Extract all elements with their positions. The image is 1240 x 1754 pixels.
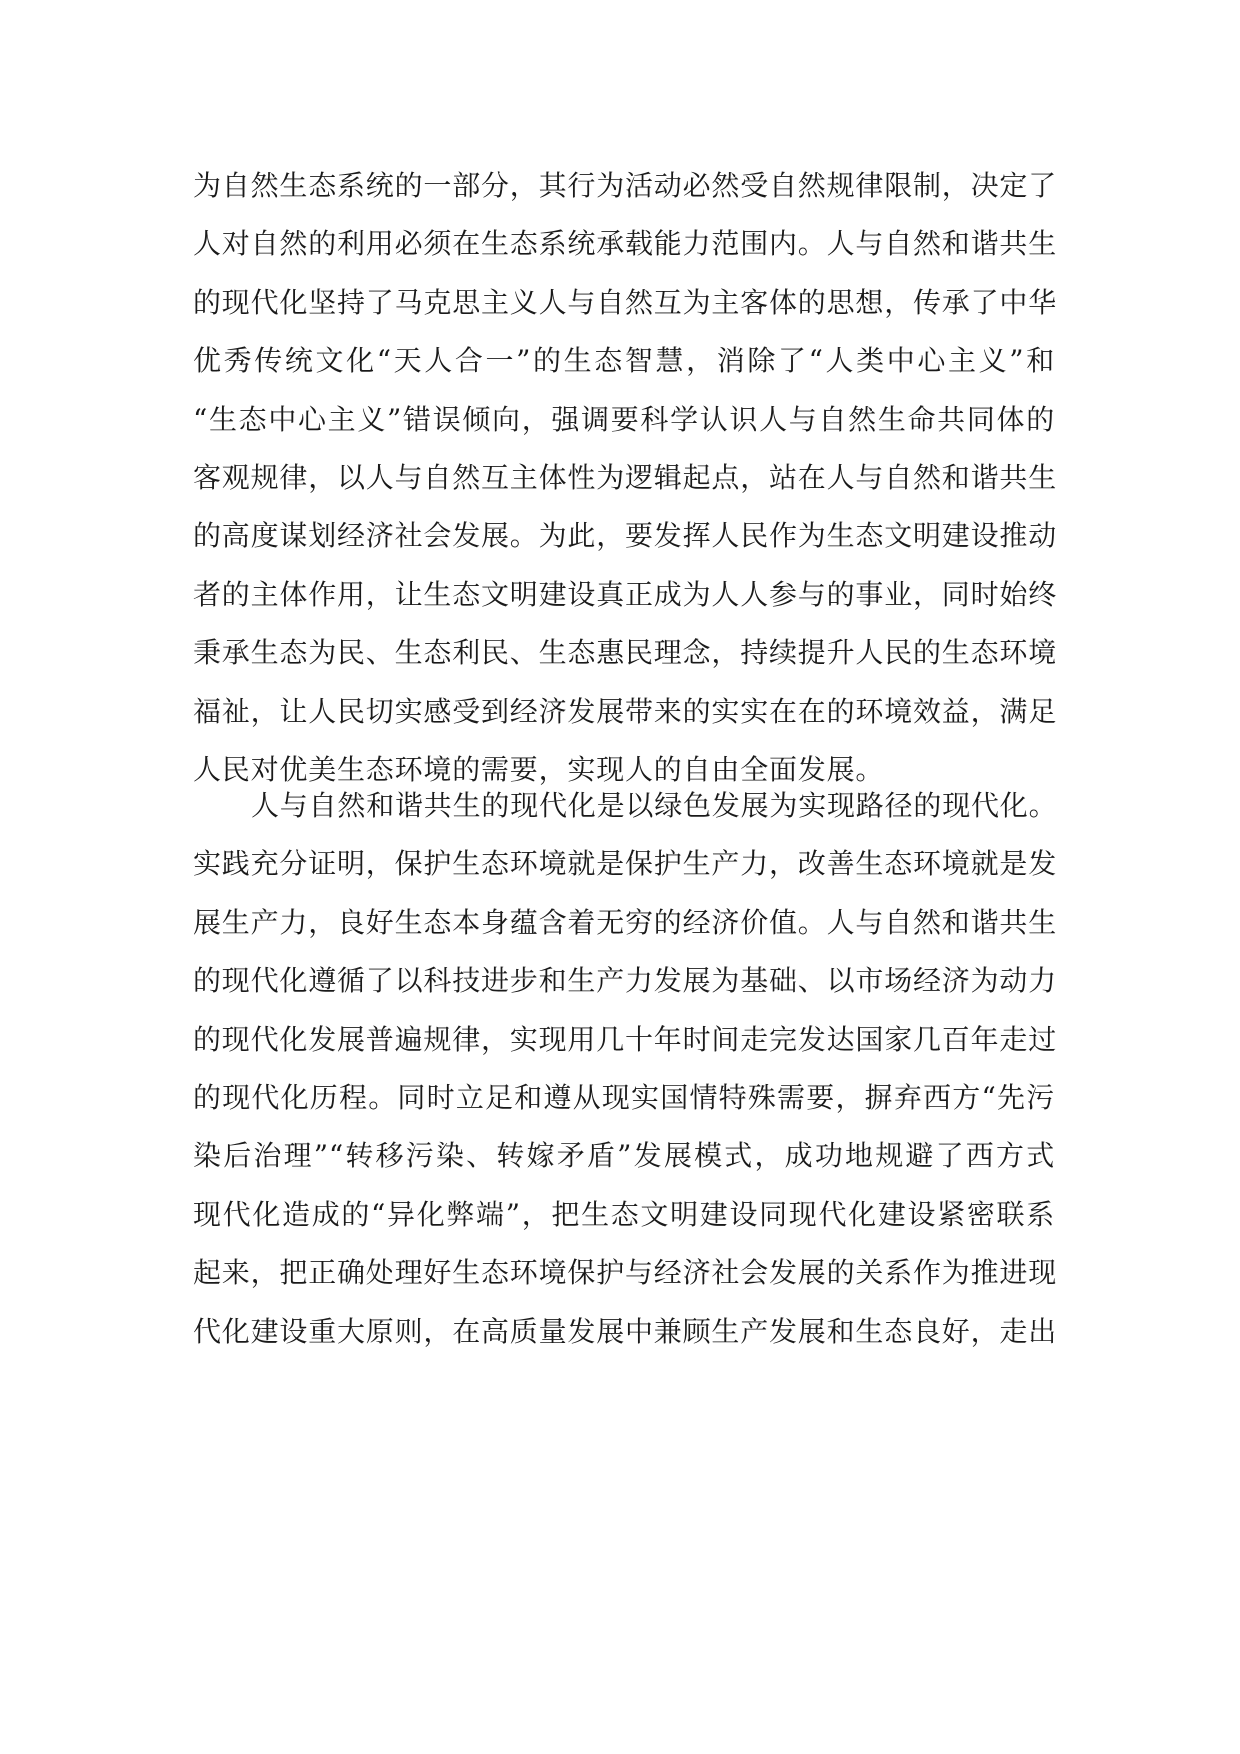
paragraph-line: 人民对优美生态环境的需要，实现人的自由全面发展。 bbox=[193, 752, 885, 786]
paragraph-line: 展生产力，良好生态本身蕴含着无穷的经济价值。人与自然和谐共生 bbox=[193, 905, 1058, 939]
paragraph-line: 代化建设重大原则，在高质量发展中兼顾生产发展和生态良好，走出 bbox=[193, 1314, 1058, 1348]
paragraph-line: 福祉，让人民切实感受到经济发展带来的实实在在的环境效益，满足 bbox=[193, 694, 1058, 728]
paragraph-line: 优秀传统文化“天人合一”的生态智慧，消除了“人类中心主义”和 bbox=[193, 344, 1055, 378]
paragraph-line: 现代化造成的“异化弊端”，把生态文明建设同现代化建设紧密联系 bbox=[193, 1197, 1055, 1231]
paragraph-line: 人对自然的利用必须在生态系统承载能力范围内。人与自然和谐共生 bbox=[193, 227, 1058, 261]
paragraph-2 bbox=[193, 777, 1058, 1361]
paragraph-line: 的现代化历程。同时立足和遵从现实国情特殊需要，摒弃西方“先污 bbox=[193, 1080, 1055, 1114]
paragraph-line: 染后治理”“转移污染、转嫁矛盾”发展模式，成功地规避了西方式 bbox=[193, 1139, 1055, 1173]
paragraph-line: 的现代化遵循了以科技进步和生产力发展为基础、以市场经济为动力 bbox=[193, 964, 1058, 998]
paragraph-line: 秉承生态为民、生态利民、生态惠民理念，持续提升人民的生态环境 bbox=[193, 636, 1058, 670]
paragraph-line: 的现代化坚持了马克思主义人与自然互为主客体的思想，传承了中华 bbox=[193, 285, 1058, 319]
paragraph-line: 为自然生态系统的一部分，其行为活动必然受自然规律限制，决定了 bbox=[193, 169, 1058, 202]
paragraph-line: “生态中心主义”错误倾向，强调要科学认识人与自然生命共同体的 bbox=[193, 402, 1055, 436]
paragraph-line: 的现代化发展普遍规律，实现用几十年时间走完发达国家几百年走过 bbox=[193, 1022, 1058, 1056]
paragraph-line: 者的主体作用，让生态文明建设真正成为人人参与的事业，同时始终 bbox=[193, 577, 1058, 611]
paragraph-line: 客观规律，以人与自然互主体性为逻辑起点，站在人与自然和谐共生 bbox=[193, 460, 1058, 494]
paragraph-line: 起来，把正确处理好生态环境保护与经济社会发展的关系作为推进现 bbox=[193, 1256, 1058, 1290]
paragraph-line: 实践充分证明，保护生态环境就是保护生产力，改善生态环境就是发 bbox=[193, 847, 1058, 881]
paragraph-line: 人与自然和谐共生的现代化是以绿色发展为实现路径的现代化。 bbox=[251, 789, 1058, 822]
paragraph-line: 的高度谋划经济社会发展。为此，要发挥人民作为生态文明建设推动 bbox=[193, 519, 1058, 553]
paragraph-1 bbox=[193, 157, 1058, 799]
